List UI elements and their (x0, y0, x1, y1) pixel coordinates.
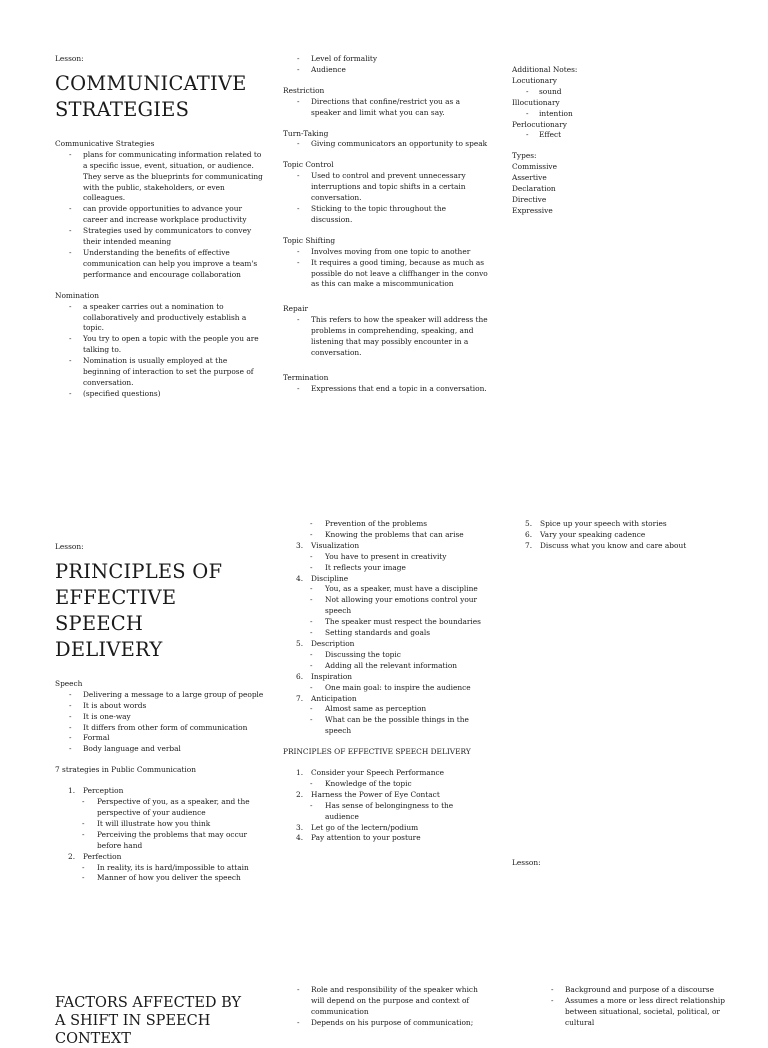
repair-list (283, 315, 488, 359)
strategies-cont-list (283, 541, 488, 737)
page2-col2 (283, 519, 488, 844)
lesson-label: Lesson: (512, 858, 541, 867)
page1-col3 (512, 65, 712, 217)
list-item: - Adding all the relevant information (283, 661, 488, 672)
comm-list (55, 150, 265, 281)
list-item: - It is one-way (55, 712, 265, 723)
section-heading: 7 strategies in Public Communication (55, 765, 196, 775)
principles-heading: PRINCIPLES OF EFFECTIVE SPEECH DELIVERY (283, 747, 471, 757)
page3-col3 (537, 985, 727, 1029)
item-number: 3. (296, 540, 304, 550)
page1-col1 (55, 54, 265, 400)
principles-list (283, 768, 488, 844)
item-name: Consider your Speech Performance (311, 768, 445, 778)
strategies-list (55, 786, 265, 884)
list-item: - can provide opportunities to advance your career and increase workplace productivity (55, 204, 265, 226)
page-title: PRINCIPLES OF EFFECTIVE SPEECH DELIVERY (55, 559, 223, 661)
item-number: 7. (525, 540, 533, 550)
list-item: - Prevention of the problems (283, 519, 488, 530)
factors-list (283, 985, 488, 1029)
item-number: 1. (68, 786, 76, 796)
section-heading: Turn-Taking (283, 128, 329, 138)
numbered-item (283, 823, 488, 834)
type-item: Expressive (512, 205, 553, 215)
page-title: COMMUNICATIVE STRATEGIES (55, 71, 247, 121)
locutionary-label: Locutionary (512, 75, 557, 85)
item-name: Discuss what you know and care about (540, 540, 687, 550)
item-name: Harness the Power of Eye Contact (311, 789, 440, 799)
type-item: Commissive (512, 162, 557, 172)
section-heading: Topic Control (283, 160, 334, 170)
list-item: - Background and purpose of a discourse (537, 985, 727, 996)
list-item: - In reality, its is hard/impossible to attain (55, 863, 265, 874)
list-item: - Directions that confine/restrict you as a speaker and limit what you can say. (283, 97, 488, 119)
section-heading: Repair (283, 304, 308, 314)
section-heading: Speech (55, 678, 83, 688)
list-item: - Perspective of you, as a speaker, and the perspective of your audience (55, 797, 265, 819)
list-item: - Formal (55, 733, 265, 744)
item-number: 6. (296, 671, 304, 681)
restriction-list (283, 97, 488, 119)
nomination-list (55, 302, 265, 400)
perlocutionary-label: Perlocutionary (512, 119, 567, 129)
list-item: - Has sense of belongingness to the audience (283, 801, 488, 823)
list-item: - Sticking to the topic throughout the discussion. (283, 204, 488, 226)
list-item: - Depends on his purpose of communication; (283, 1018, 488, 1029)
item-number: 3. (296, 822, 304, 832)
section-heading: Termination (283, 372, 329, 382)
topic-shift-list (283, 247, 488, 291)
list-item: - (specified questions) (55, 389, 265, 400)
item-name: Let go of the lectern/podium (311, 822, 419, 832)
list-item: - Discussing the topic (283, 650, 488, 661)
numbered-item (55, 852, 265, 885)
notes-heading: Additional Notes: (512, 65, 578, 74)
item-number: 1. (296, 768, 304, 778)
page2-col1 (55, 542, 265, 884)
section-heading: Restriction (283, 85, 325, 95)
list-item: - intention (512, 109, 712, 120)
page-title: FACTORS AFFECTED BY A SHIFT IN SPEECH CONTEXT (55, 995, 242, 1047)
numbered-item (283, 541, 488, 574)
topic-control-list (283, 171, 488, 226)
list-item: - Involves moving from one topic to another (283, 247, 488, 258)
section-heading: Nomination (55, 290, 99, 300)
list-item: - The speaker must respect the boundaries (283, 617, 488, 628)
list-item: - Effect (512, 130, 712, 141)
list-item: - Level of formality (283, 54, 488, 65)
list-item: - Manner of how you deliver the speech (55, 873, 265, 884)
numbered-item (512, 519, 722, 530)
list-item: - Understanding the benefits of effective communication can help you improve a team's performance and encourage collaboration (55, 248, 265, 281)
list-item: - Setting standards and goals (283, 628, 488, 639)
type-item: Declaration (512, 184, 556, 194)
turn-list (283, 139, 488, 150)
list-item: - You try to open a topic with the people you are talking to. (55, 334, 265, 356)
list-item: - It will illustrate how you think (55, 819, 265, 830)
list-item: - Assumes a more or less direct relationship between situational, societal, political, or cultural (537, 996, 727, 1029)
item-number: 4. (296, 833, 304, 843)
list-item: - It requires a good timing, because as much as possible do not leave a cliffhanger in the convo as this can make a miscommunication (283, 258, 488, 291)
item-name: Visualization (311, 540, 360, 550)
top-list (283, 519, 488, 541)
list-item: - One main goal: to inspire the audience (283, 683, 488, 694)
item-number: 4. (296, 573, 304, 583)
item-name: Vary your speaking cadence (540, 529, 646, 539)
top-list (283, 54, 488, 76)
list-item: - It is about words (55, 701, 265, 712)
item-name: Pay attention to your posture (311, 833, 421, 843)
principles-cont-list (512, 519, 722, 552)
list-item: - Knowing the problems that can arise (283, 530, 488, 541)
item-number: 5. (296, 638, 304, 648)
list-item: - Audience (283, 65, 488, 76)
item-number: 6. (525, 529, 533, 539)
list-item: - Body language and verbal (55, 744, 265, 755)
list-item: - It differs from other form of communication (55, 723, 265, 734)
list-item: - Strategies used by communicators to convey their intended meaning (55, 226, 265, 248)
item-number: 7. (296, 693, 304, 703)
list-item: - a speaker carries out a nomination to collaboratively and productively establish a topic. (55, 302, 265, 335)
item-number: 2. (296, 789, 304, 799)
termination-list (283, 384, 488, 395)
section-heading: Communicative Strategies (55, 138, 155, 148)
list-item: - You, as a speaker, must have a discipline (283, 584, 488, 595)
page2-col3 (512, 519, 722, 552)
numbered-item (283, 672, 488, 694)
list-item: - Delivering a message to a large group of people (55, 690, 265, 701)
numbered-item (283, 639, 488, 672)
list-item: - Perceiving the problems that may occur before hand (55, 830, 265, 852)
lesson-label: Lesson: (55, 54, 84, 63)
list-item: - It reflects your image (283, 563, 488, 574)
list-item: - Giving communicators an opportunity to speak (283, 139, 488, 150)
item-number: 5. (525, 519, 533, 528)
section-heading: Topic Shifting (283, 235, 336, 245)
factors-list (537, 985, 727, 1029)
list-item: - You have to present in creativity (283, 552, 488, 563)
item-name: Description (311, 638, 355, 648)
list-item: - Almost same as perception (283, 704, 488, 715)
list-item: - What can be the possible things in the speech (283, 715, 488, 737)
page3-col1 (55, 994, 255, 1048)
item-name: Anticipation (311, 693, 357, 703)
item-number: 2. (68, 851, 76, 861)
list-item: - plans for communicating information related to a specific issue, event, situation, or audience. They serve as the blueprints for communicating with the public, stakeholders, or even colleagues. (55, 150, 265, 205)
list-item: - Expressions that end a topic in a conversation. (283, 384, 488, 395)
list-item: - Used to control and prevent unnecessary interruptions and topic shifts in a certain conversation. (283, 171, 488, 204)
page3-col2 (283, 985, 488, 1029)
numbered-item (512, 541, 722, 552)
list-item: - This refers to how the speaker will address the problems in comprehending, speaking, and listening that may possibly encounter in a conversation. (283, 315, 488, 359)
types-heading: Types: (512, 151, 537, 161)
numbered-item (283, 833, 488, 844)
speech-list (55, 690, 265, 755)
list-item: - Not allowing your emotions control your speech (283, 595, 488, 617)
item-name: Spice up your speech with stories (540, 519, 667, 528)
numbered-item (55, 786, 265, 851)
numbered-item (283, 768, 488, 790)
lesson-label: Lesson: (55, 542, 84, 551)
list-item: - Nomination is usually employed at the beginning of interaction to set the purpose of conversation. (55, 356, 265, 389)
numbered-item (512, 530, 722, 541)
page1-col2 (283, 54, 488, 395)
item-name: Discipline (311, 573, 349, 583)
type-item: Assertive (512, 173, 547, 183)
numbered-item (283, 694, 488, 738)
list-item: - sound (512, 87, 712, 98)
illocutionary-label: Illocutionary (512, 97, 560, 107)
list-item: - Knowledge of the topic (283, 779, 488, 790)
list-item: - Role and responsibility of the speaker which will depend on the purpose and context of communication (283, 985, 488, 1018)
type-item: Directive (512, 194, 547, 204)
numbered-item (283, 574, 488, 639)
item-name: Perception (83, 786, 124, 796)
item-name: Inspiration (311, 671, 353, 681)
item-name: Perfection (83, 851, 122, 861)
numbered-item (283, 790, 488, 823)
